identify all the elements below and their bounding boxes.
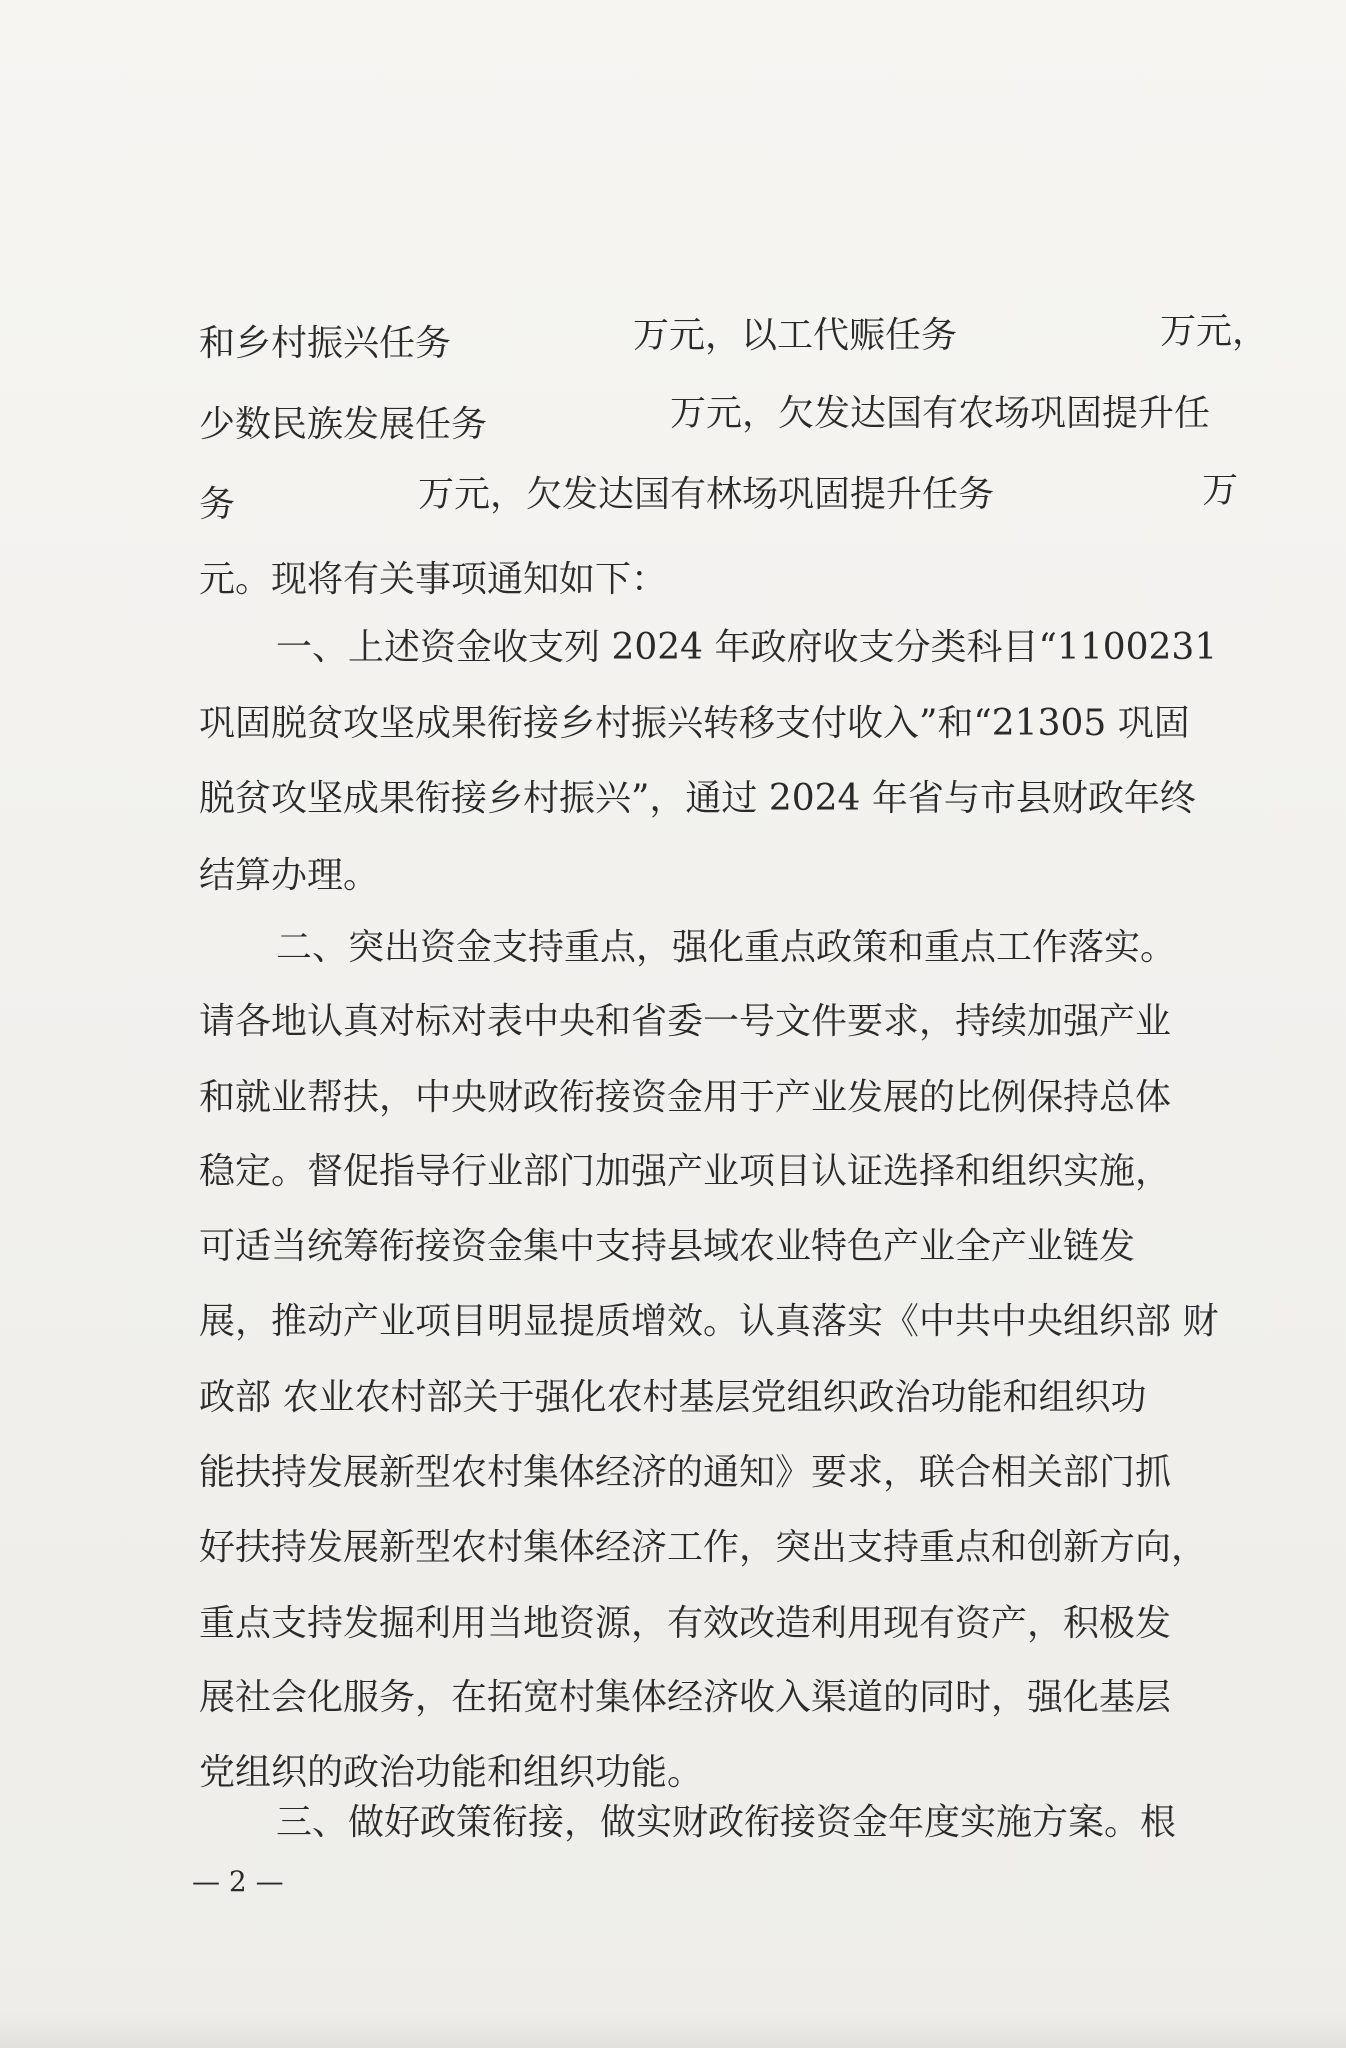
text-line: 二、突出资金支持重点，强化重点政策和重点工作落实。	[276, 927, 1177, 968]
text-line: 政部 农业农村部关于强化农村基层党组织政治功能和组织功	[199, 1377, 1147, 1418]
text-line: 万	[1202, 470, 1239, 511]
text-line: 结算办理。	[199, 855, 380, 896]
text-line: 一、上述资金收支列 2024 年政府收支分类科目“1100231	[276, 627, 1218, 668]
text-line: 元。现将有关事项通知如下：	[199, 559, 668, 600]
text-line: 和就业帮扶，中央财政衔接资金用于产业发展的比例保持总体	[199, 1077, 1172, 1118]
text-line: 万元，欠发达国有农场巩固提升任	[670, 393, 1211, 434]
text-line: 党组织的政治功能和组织功能。	[199, 1752, 704, 1793]
page-shadow	[0, 2012, 1346, 2048]
text-line: 能扶持发展新型农村集体经济的通知》要求，联合相关部门抓	[199, 1452, 1172, 1493]
text-line: 万元，	[1160, 311, 1269, 352]
text-line: 万元，以工代赈任务	[633, 315, 958, 356]
text-line: 三、做好政策衔接，做实财政衔接资金年度实施方案。根	[276, 1802, 1177, 1843]
text-line: 少数民族发展任务	[199, 404, 488, 445]
text-line: 稳定。督促指导行业部门加强产业项目认证选择和组织实施，	[199, 1151, 1172, 1192]
text-line: 务	[199, 484, 236, 525]
text-line: 和乡村振兴任务	[199, 323, 452, 364]
text-line: 请各地认真对标对表中央和省委一号文件要求，持续加强产业	[199, 1001, 1172, 1042]
page-number: — 2 —	[192, 1865, 284, 1898]
text-line: 展，推动产业项目明显提质增效。认真落实《中共中央组织部 财	[199, 1301, 1219, 1342]
text-line: 脱贫攻坚成果衔接乡村振兴”，通过 2024 年省与市县财政年终	[199, 778, 1196, 819]
text-line: 万元，欠发达国有林场巩固提升任务	[418, 474, 995, 515]
text-line: 重点支持发掘利用当地资源，有效改造利用现有资产，积极发	[199, 1603, 1172, 1644]
text-line: 巩固脱贫攻坚成果衔接乡村振兴转移支付收入”和“21305 巩固	[199, 703, 1190, 744]
text-line: 好扶持发展新型农村集体经济工作，突出支持重点和创新方向，	[199, 1527, 1208, 1568]
text-line: 可适当统筹衔接资金集中支持县域农业特色产业全产业链发	[199, 1226, 1136, 1267]
text-line: 展社会化服务，在拓宽村集体经济收入渠道的同时，强化基层	[199, 1677, 1172, 1718]
